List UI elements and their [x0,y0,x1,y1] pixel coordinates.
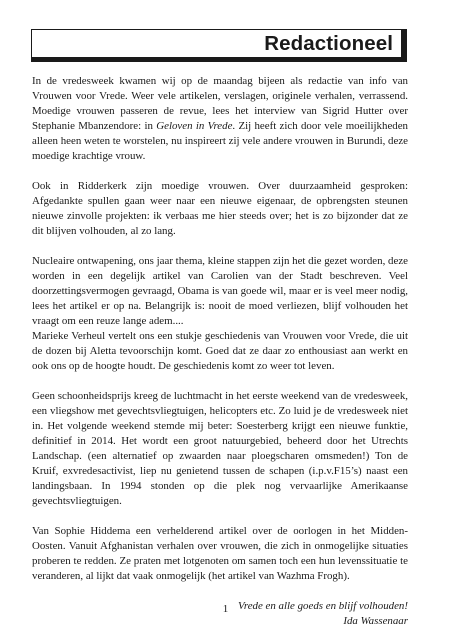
signature-closing: Vrede en alle goeds en blijf volhouden! [238,600,408,612]
paragraph-intro-text-end: . Zij heeft zich door vele moeilijkheden alleen heen weten te worstelen, nu inspireert zij vele andere vrouwen in Burundi, deze moedige krachtige vrouw. [32,120,409,162]
page-title: Redactioneel [264,32,393,55]
paragraph-history: Marieke Verheul vertelt ons een stukje geschiedenis van Vrouwen voor Vrede, die uit de dozen bij Aletta tevoorschijn komt. Goed dat ze daar zo enthousiast aan werkt en ook ons op de hoogte houdt. De geschiedenis komt zo weer tot leven. [32,330,408,372]
paragraph-ridderkerk: Ook in Ridderkerk zijn moedige vrouwen. Over duurzaamheid gesproken: Afgedankte spullen gaan weer naar een nieuwe eigenaar, de opbrengsten steunen nieuwe zinvolle projekten: ik verbaas me hier steeds over; het is zo bijzonder dat ze dit blijven volhouden, al zo lang. [32,180,408,237]
paragraph-intro-text: In de vredesweek kwamen wij op de maandag bijeen als redactie van info van Vrouwen voor Vrede. Weer vele artikelen, verslagen, originele verhalen, verrassend. Moedige vrouwen passeren de revue, lees het interview van Sigrid Hutter over Stephanie Mbanzendore: in [32,75,408,132]
page-number: 1 [222,603,229,615]
paragraph-intro [32,74,408,164]
paragraph-soesterberg: Geen schoonheidsprijs kreeg de luchtmacht in het eerste weekend van de vredesweek, een vliegshow met gevechtsvliegtuigen, helicopters etc. Zo luid je de vredesweek niet in. Het volgende weekend stemde mij beter: Soesterberg krijgt een nieuwe funktie, definitief in 2014. Het wordt een groot natuurgebied, beheerd door het Utrechts Landschap. (een alternatief op zwaarden naar ploegscharen omsmeden!) Ton de Kruif, exvredesactivist, liep nu genietend tussen de schapen (i.p.v.F15’s) naast een landingsbaan. In 1994 stonden op die plek nog vervaarlijke Amerikaanse gevechtsvliegtuigen. [32,390,408,507]
signature-name: Ida Wassenaar [343,615,408,627]
title-box [31,29,407,62]
article-reference: Geloven in Vrede [156,120,233,132]
paragraph-middle-east: Van Sophie Hiddema een verhelderend artikel over de oorlogen in het Midden-Oosten. Vanuit Afghanistan verhalen over vrouwen, die zich in onmogelijke situaties proberen te redden. Ze praten met lotgenoten om samen toch een hun levenssituatie te veranderen, al lijkt dat vaak onmogelijk (het artikel van Wazhma Frogh). [32,525,408,582]
article-body [32,74,408,629]
paragraph-nuclear-disarmament: Nucleaire ontwapening, ons jaar thema, kleine stappen zijn het die gezet worden, deze worden in een degelijk artikel van Carolien van der Stadt beschreven. Veel doorzettingsvermogen gevraagd, Obama is van goede wil, maar er is veel meer nodig, lees het artikel er op na. Belangrijk is: nooit de moed verliezen, blijf volhouden het vraagt om een reuze lange adem.... [32,255,408,327]
